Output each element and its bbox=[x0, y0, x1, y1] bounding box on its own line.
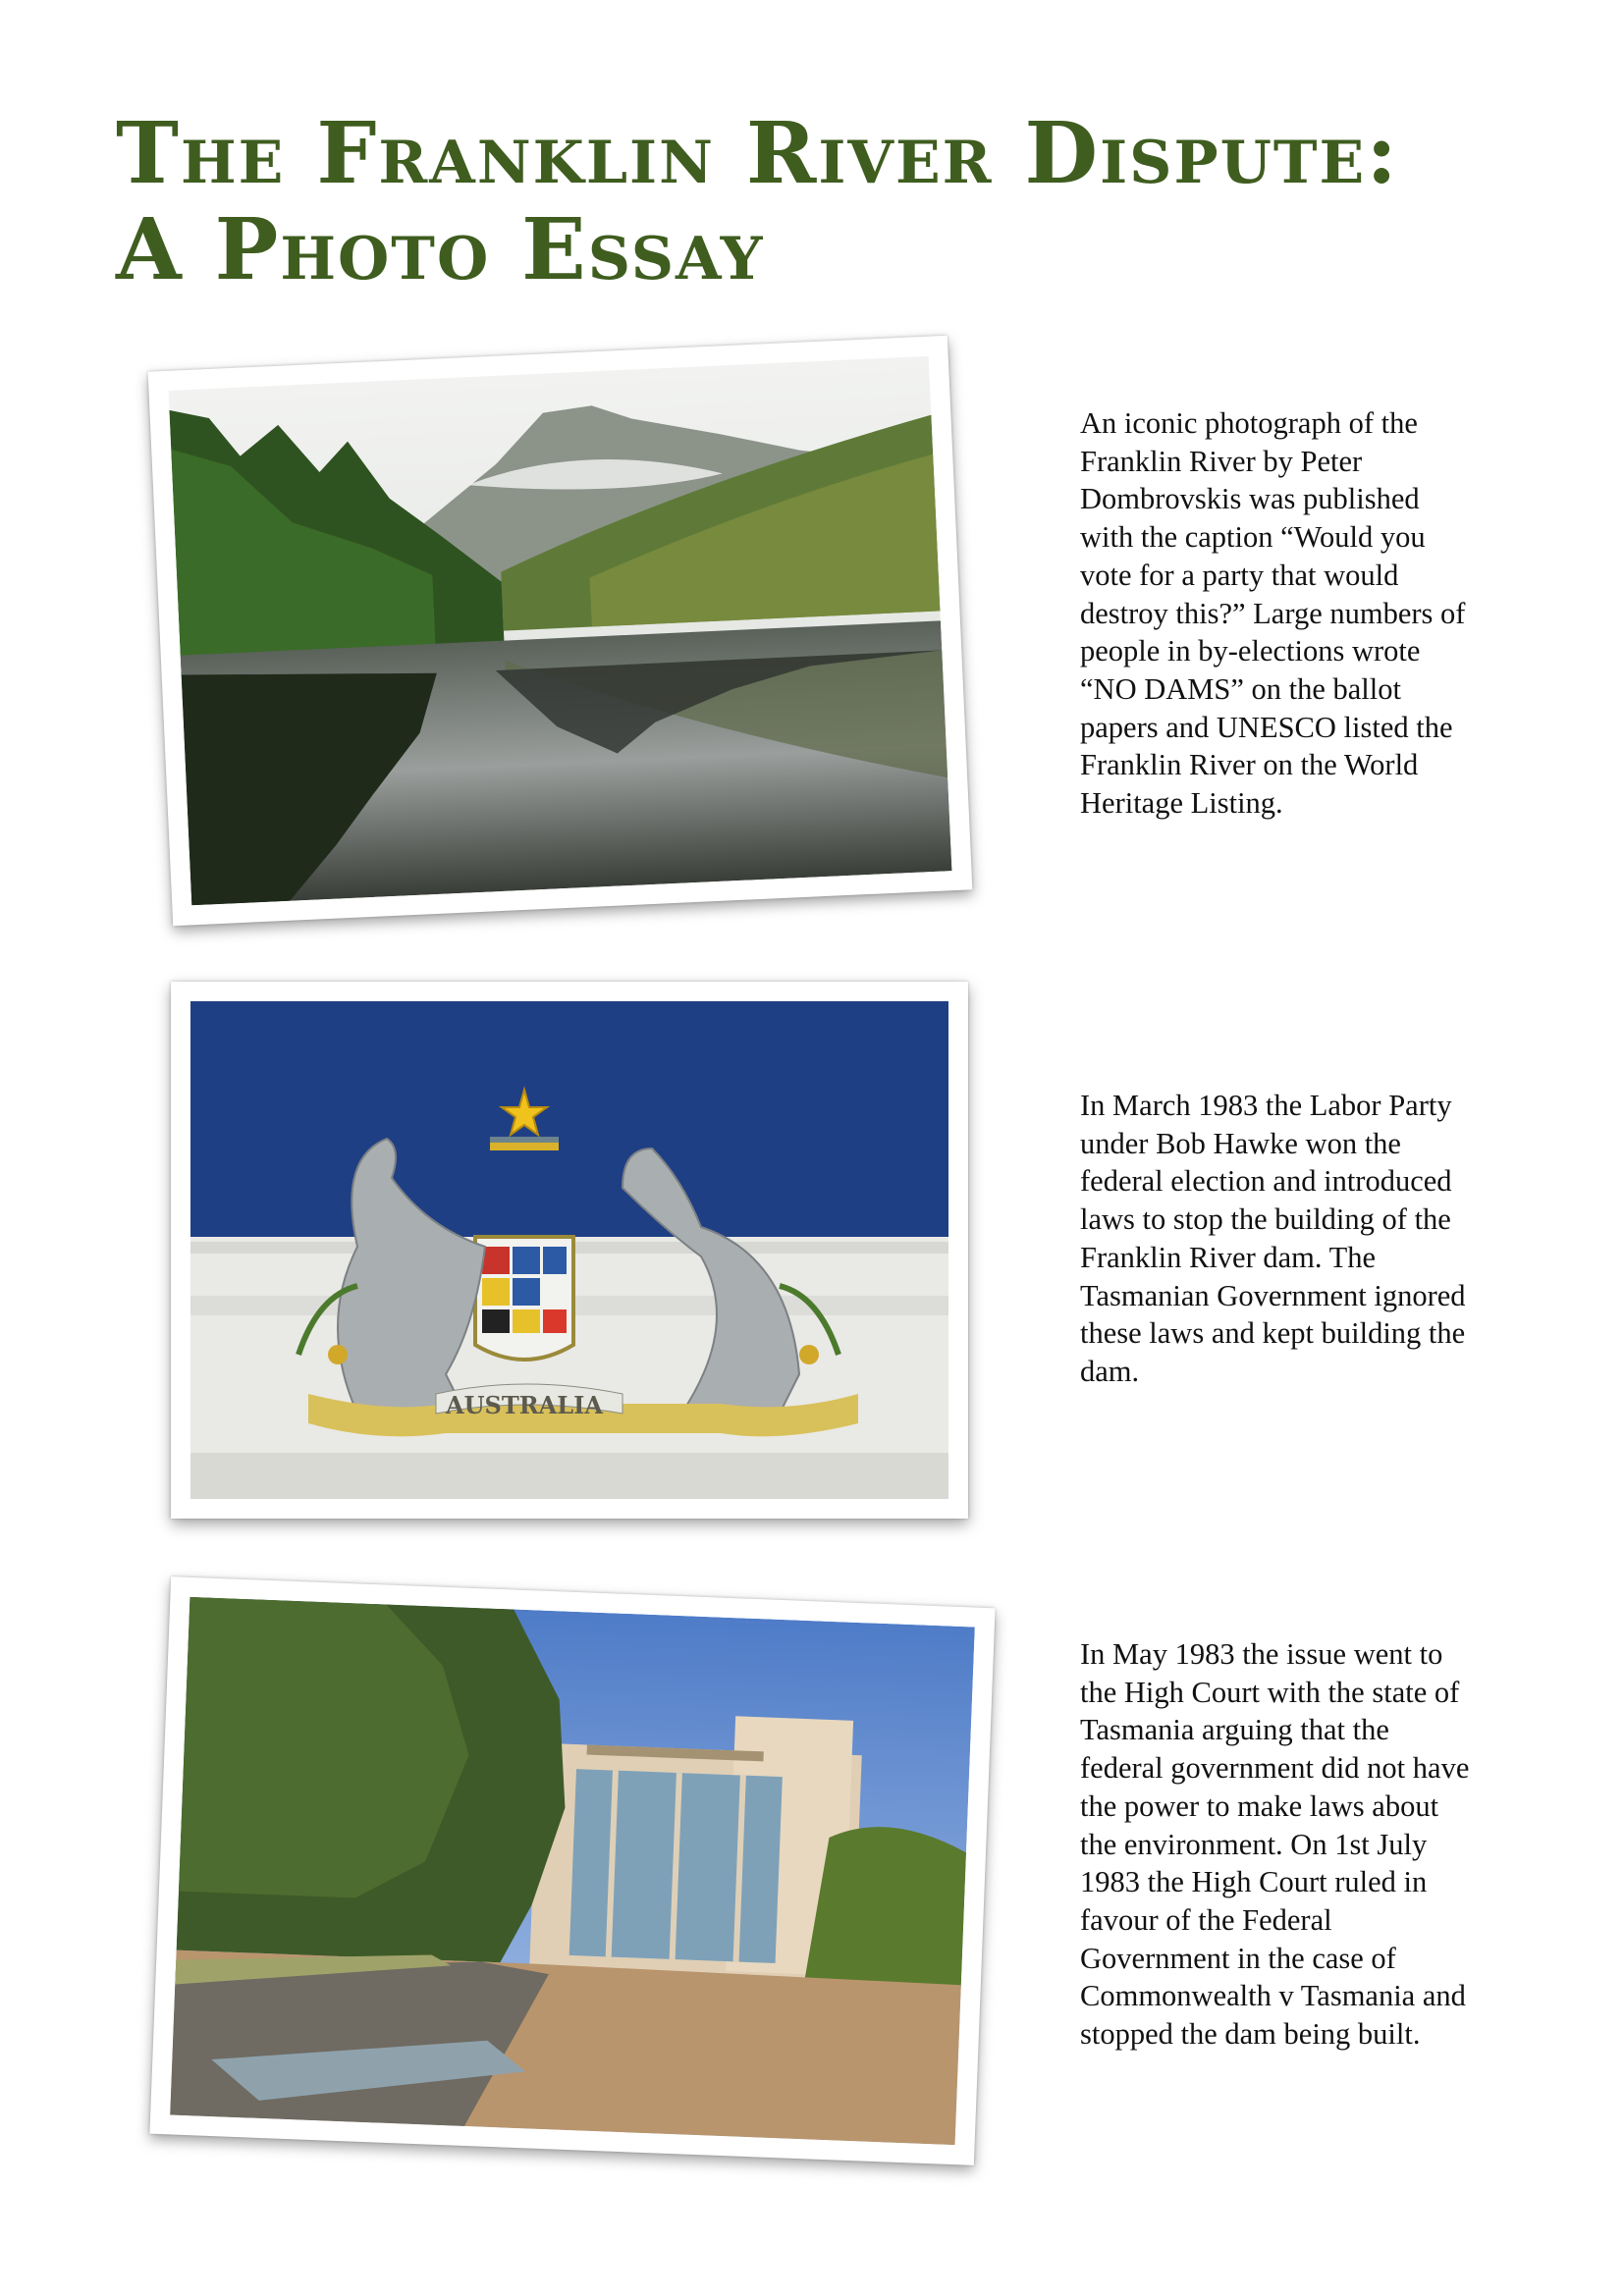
page-title bbox=[116, 106, 1540, 298]
coat-of-arms-label: AUSTRALIA bbox=[445, 1391, 604, 1419]
high-court-photo bbox=[149, 1576, 995, 2165]
coat-of-arms-image bbox=[190, 1001, 948, 1499]
franklin-river-photo bbox=[148, 336, 973, 926]
caption-franklin-river: An iconic photograph of the Franklin River by Peter Dombrovskis was published with the caption “Would you vote for a party that would destroy this?” Large numbers of people in by-elections wrote “NO DAMS” on the ballot papers and UNESCO listed the Franklin River on the World Heritage Listing. bbox=[1080, 406, 1466, 821]
franklin-river-image bbox=[168, 356, 951, 906]
high-court-image bbox=[170, 1597, 975, 2145]
coat-of-arms-photo bbox=[171, 982, 968, 1519]
title-line-2: A Photo Essay bbox=[116, 200, 765, 299]
caption-high-court: In May 1983 the issue went to the High Court with the state of Tasmania arguing that the federal government did not have the power to make laws about the environment. On 1st July 1983 the High Court ruled in favour of the Federal Government in the case of Commonwealth v Tasmania and stopped the dam being built. bbox=[1080, 1637, 1470, 2052]
title-line-1: The Franklin River Dispute: bbox=[116, 104, 1400, 203]
caption-labor-election: In March 1983 the Labor Party under Bob Hawke won the federal election and introduced laws to stop the building of the Franklin River dam. The Tasmanian Government ignored these laws and kept building the dam. bbox=[1080, 1089, 1466, 1388]
